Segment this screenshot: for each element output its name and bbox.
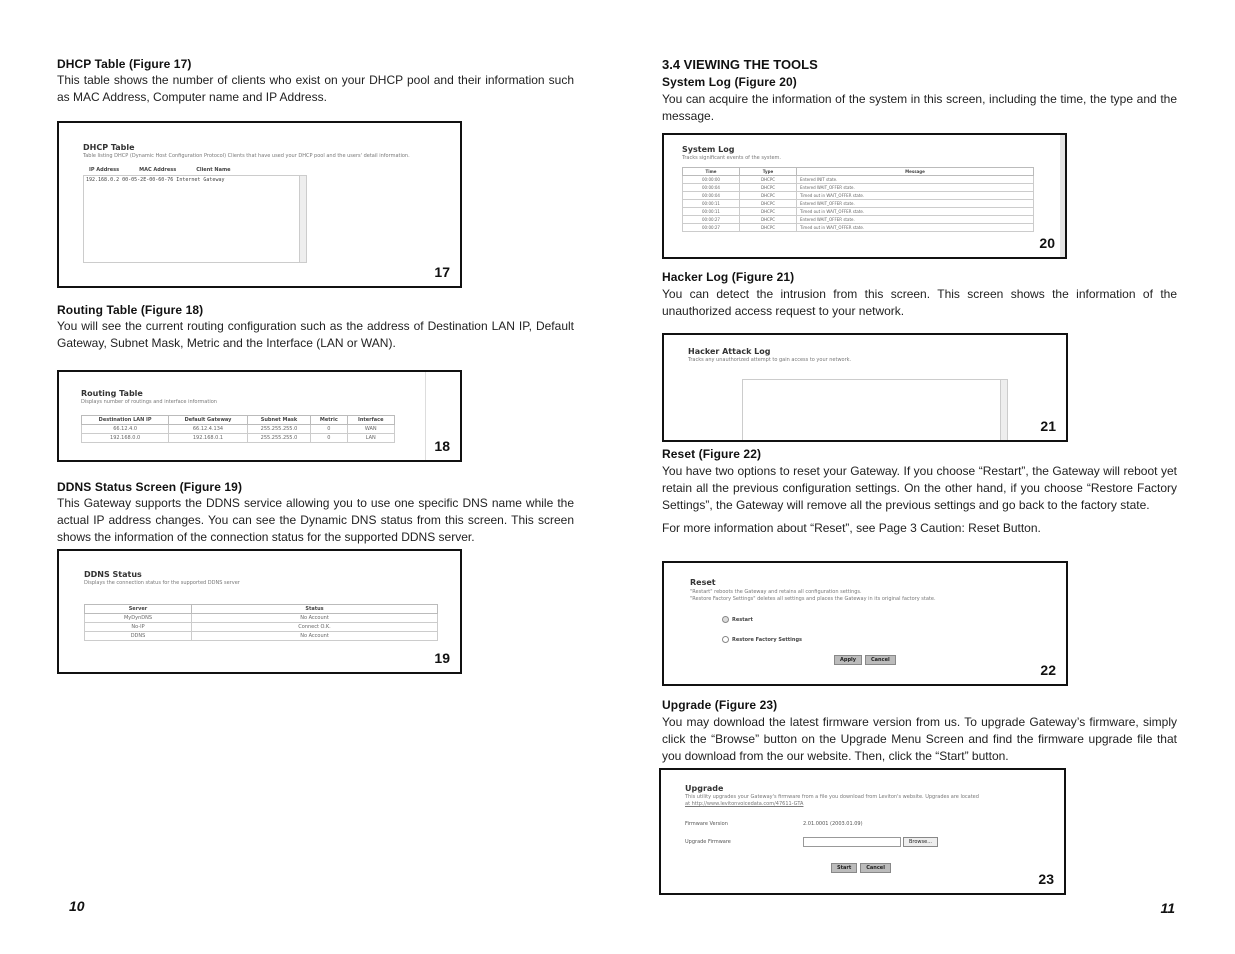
cell: 66.12.4.134: [169, 425, 247, 434]
page-number-left: 10: [69, 898, 85, 914]
cell: Timed out in WAIT_OFFER state.: [797, 192, 1034, 200]
dhcp-row: 192.168.0.2 00-05-2E-00-60-76 Internet Gateway: [86, 177, 225, 183]
cell: Entered WAIT_OFFER state.: [797, 200, 1034, 208]
upgrade-firmware-label: Upgrade Firmware: [685, 839, 731, 845]
figure-23: [659, 768, 1066, 895]
browse-button[interactable]: Browse...: [903, 837, 938, 847]
cell: Entered INIT state.: [797, 176, 1034, 184]
reset-body-2: For more information about “Reset”, see Page 3 Caution: Reset Button.: [662, 521, 1041, 535]
hacker-figure-subtitle: Tracks any unauthorized attempt to gain access to your network.: [688, 357, 852, 363]
syslog-figure-subtitle: Tracks significant events of the system.: [682, 155, 781, 161]
cell: 192.168.0.0: [82, 434, 169, 443]
cancel-button[interactable]: Cancel: [865, 655, 896, 665]
reset-heading: Reset (Figure 22): [662, 447, 762, 461]
cell: 255.255.255.0: [247, 434, 311, 443]
start-button[interactable]: Start: [831, 863, 857, 873]
cell: No-IP: [85, 623, 192, 632]
syslog-col: Message: [797, 168, 1034, 176]
cell: LAN: [347, 434, 395, 443]
section-heading: 3.4 VIEWING THE TOOLS: [662, 57, 818, 72]
reset-figure-title: Reset: [690, 578, 716, 587]
upgrade-file-input[interactable]: [803, 837, 901, 847]
cell: Connect O.K.: [192, 623, 438, 632]
figure-number-19: 19: [434, 650, 450, 666]
syslog-table: [682, 167, 1034, 232]
routing-table: [81, 415, 395, 443]
table-row: [683, 200, 1034, 208]
routing-col: Interface: [347, 416, 395, 425]
table-row: [683, 224, 1034, 232]
cell: 00:00:11: [683, 200, 740, 208]
cell: 255.255.255.0: [247, 425, 311, 434]
cell: 00:00:11: [683, 208, 740, 216]
cell: No Account: [192, 614, 438, 623]
table-row: [82, 425, 395, 434]
dhcp-col-name: Client Name: [196, 167, 231, 173]
dhcp-listbox[interactable]: [83, 175, 307, 263]
figure-number-21: 21: [1040, 418, 1056, 434]
restore-option[interactable]: [722, 636, 1050, 643]
restore-radio[interactable]: [722, 636, 729, 643]
syslog-body: You can acquire the information of the system in this screen, including the time, the type and the message.: [662, 92, 1177, 123]
cell: No Account: [192, 632, 438, 641]
routing-col: Metric: [311, 416, 347, 425]
routing-heading: Routing Table (Figure 18): [57, 303, 204, 317]
ddns-table: [84, 604, 438, 641]
cell: WAN: [347, 425, 395, 434]
routing-col: Destination LAN IP: [82, 416, 169, 425]
routing-figure-title: Routing Table: [81, 389, 143, 398]
apply-button[interactable]: Apply: [834, 655, 862, 665]
figure-21: [662, 333, 1068, 442]
cell: DHCPC: [740, 176, 797, 184]
cell: 00:00:04: [683, 192, 740, 200]
cancel-button[interactable]: Cancel: [860, 863, 891, 873]
cell: DHCPC: [740, 216, 797, 224]
ddns-body: This Gateway supports the DDNS service allowing you to use one specific DNS name while the actual IP address changes. You can see the Dynamic DNS status from this screen. This screen shows the information of the connection status for the supported DDNS server.: [57, 496, 574, 544]
ddns-figure-title: DDNS Status: [84, 570, 142, 579]
upgrade-line-1: This utility upgrades your Gateway's firmware from a file you download from Leviton's website. Upgrades are located: [685, 794, 979, 800]
cell: 0: [311, 434, 347, 443]
cell: DHCPC: [740, 208, 797, 216]
reset-line-2: "Restore Factory Settings" deletes all settings and places the Gateway in its original factory state.: [690, 596, 936, 602]
syslog-scrollbar[interactable]: [1060, 135, 1065, 257]
cell: Entered WAIT_OFFER state.: [797, 184, 1034, 192]
table-row: [683, 216, 1034, 224]
table-row: [85, 632, 438, 641]
cell: DHCPC: [740, 184, 797, 192]
routing-col: Default Gateway: [169, 416, 247, 425]
figure-number-23: 23: [1038, 871, 1054, 887]
table-row: [683, 208, 1034, 216]
ddns-figure-subtitle: Displays the connection status for the supported DDNS server: [84, 580, 240, 586]
hacker-figure-title: Hacker Attack Log: [688, 347, 771, 356]
hacker-body: You can detect the intrusion from this screen. This screen shows the information of the unauthorized access request to your network.: [662, 287, 1177, 318]
dhcp-figure-title: DHCP Table: [83, 143, 135, 152]
cell: DHCPC: [740, 192, 797, 200]
table-row: [683, 184, 1034, 192]
table-row: [85, 614, 438, 623]
page-number-right: 11: [1160, 900, 1175, 916]
table-row: [82, 434, 395, 443]
dhcp-body: This table shows the number of clients who exist on your DHCP pool and their information such as MAC Address, Computer name and IP Address.: [57, 73, 574, 104]
figure-number-20: 20: [1039, 235, 1055, 251]
table-row: [683, 192, 1034, 200]
reset-body: You have two options to reset your Gateway. If you choose “Restart”, the Gateway will reboot yet retain all the previous configuration settings. On the other hand, if you choose “Restore Factory Settings”, the Gateway will remove all the previous settings and go back to the factory state.: [662, 464, 1177, 512]
hacker-heading: Hacker Log (Figure 21): [662, 270, 795, 284]
routing-figure-subtitle: Displays number of routings and interface information: [81, 399, 217, 405]
cell: DHCPC: [740, 200, 797, 208]
upgrade-figure-title: Upgrade: [685, 784, 724, 793]
figure-number-18: 18: [434, 438, 450, 454]
table-row: [683, 176, 1034, 184]
ddns-heading: DDNS Status Screen (Figure 19): [57, 480, 243, 494]
firmware-version-label: Firmware Version: [685, 821, 728, 827]
figure-20: [662, 133, 1067, 259]
table-row: [85, 623, 438, 632]
reset-line-1: "Restart" reboots the Gateway and retains all configuration settings.: [690, 589, 862, 595]
restart-option[interactable]: [722, 616, 1050, 623]
upgrade-link[interactable]: at http://www.levitonvoicedata.com/47611-GTA: [685, 801, 804, 807]
cell: 00:00:04: [683, 184, 740, 192]
cell: 00:00:00: [683, 176, 740, 184]
cell: Timed out in WAIT_OFFER state.: [797, 224, 1034, 232]
hacker-log-box[interactable]: [742, 379, 1008, 442]
cell: DDNS: [85, 632, 192, 641]
cell: 0: [311, 425, 347, 434]
upgrade-heading: Upgrade (Figure 23): [662, 698, 778, 712]
cell: DHCPC: [740, 224, 797, 232]
syslog-col: Type: [740, 168, 797, 176]
restore-label: Restore Factory Settings: [732, 636, 802, 643]
figure-19: [57, 549, 462, 674]
cell: Entered WAIT_OFFER state.: [797, 216, 1034, 224]
dhcp-col-mac: MAC Address: [139, 167, 177, 173]
dhcp-figure-subtitle: Table listing DHCP (Dynamic Host Configuration Protocol) Clients that have used your DHCP pool and the users' detail information.: [83, 153, 410, 159]
ddns-col-server: Server: [85, 605, 192, 614]
firmware-version-value: 2.01.0001 (2003.01.09): [803, 821, 863, 827]
figure-number-17: 17: [434, 264, 450, 280]
dhcp-col-ip: IP Address: [89, 167, 120, 173]
cell: 192.168.0.1: [169, 434, 247, 443]
restart-label: Restart: [732, 616, 753, 623]
cell: 66.12.4.0: [82, 425, 169, 434]
figure-number-22: 22: [1040, 662, 1056, 678]
cell: 00:00:27: [683, 216, 740, 224]
dhcp-heading: DHCP Table (Figure 17): [57, 57, 192, 71]
routing-col: Subnet Mask: [247, 416, 311, 425]
dhcp-scrollbar[interactable]: [299, 176, 306, 262]
cell: Timed out in WAIT_OFFER state.: [797, 208, 1034, 216]
ddns-col-status: Status: [192, 605, 438, 614]
routing-body: You will see the current routing configuration such as the address of Destination LAN IP, Default Gateway, Subnet Mask, Metric and the Interface (LAN or WAN).: [57, 319, 574, 350]
upgrade-body: You may download the latest firmware version from us. To upgrade Gateway’s firmware, simply click the “Browse” button on the Upgrade Menu Screen and find the firmware upgrade file that you download from the our website. Then, click the “Start” button.: [662, 715, 1177, 763]
figure-18: [57, 370, 462, 462]
figure-22: [662, 561, 1068, 686]
restart-radio[interactable]: [722, 616, 729, 623]
figure-17: [57, 121, 462, 288]
cell: 00:00:27: [683, 224, 740, 232]
cell: MyDynDNS: [85, 614, 192, 623]
hacker-scrollbar[interactable]: [1000, 380, 1007, 442]
syslog-heading: System Log (Figure 20): [662, 75, 797, 89]
syslog-figure-title: System Log: [682, 145, 735, 154]
syslog-col: Time: [683, 168, 740, 176]
